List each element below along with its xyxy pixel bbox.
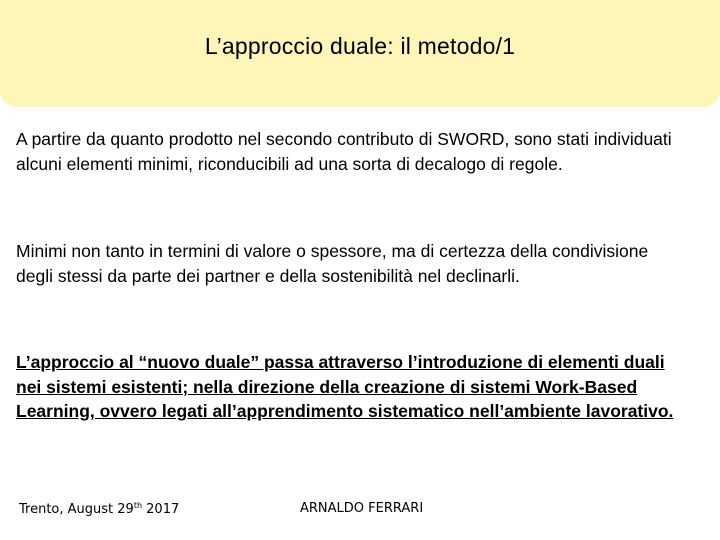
paragraph-dual-approach: L’approccio al “nuovo duale” passa attraverso l’introduzione di elementi duali nei sistemi esistenti; nella direzione della creazione di sistemi Work-Based Learning, ovvero legati all’apprendimento sistematico nell’ambiente lavorativo. (16, 352, 674, 421)
paragraph-intro: A partire da quanto prodotto nel secondo contributo di SWORD, sono stati individuati alcuni elementi minimi, riconducibili ad una sorta di decalogo di regole. (16, 129, 672, 174)
footer-date-suffix: th (133, 501, 143, 510)
title-banner (0, 0, 720, 107)
footer-year: 2017 (142, 502, 180, 517)
paragraph-minimums: Minimi non tanto in termini di valore o spessore, ma di certezza della condivisione degli stessi da parte dei partner e della sostenibilità nel declinarli. (16, 241, 649, 286)
footer-location-date (19, 501, 179, 517)
footer-author: ARNALDO FERRARI (300, 501, 424, 516)
slide-title: L’approccio duale: il metodo/1 (204, 33, 516, 59)
footer-location: Trento, August 29 (19, 502, 134, 517)
